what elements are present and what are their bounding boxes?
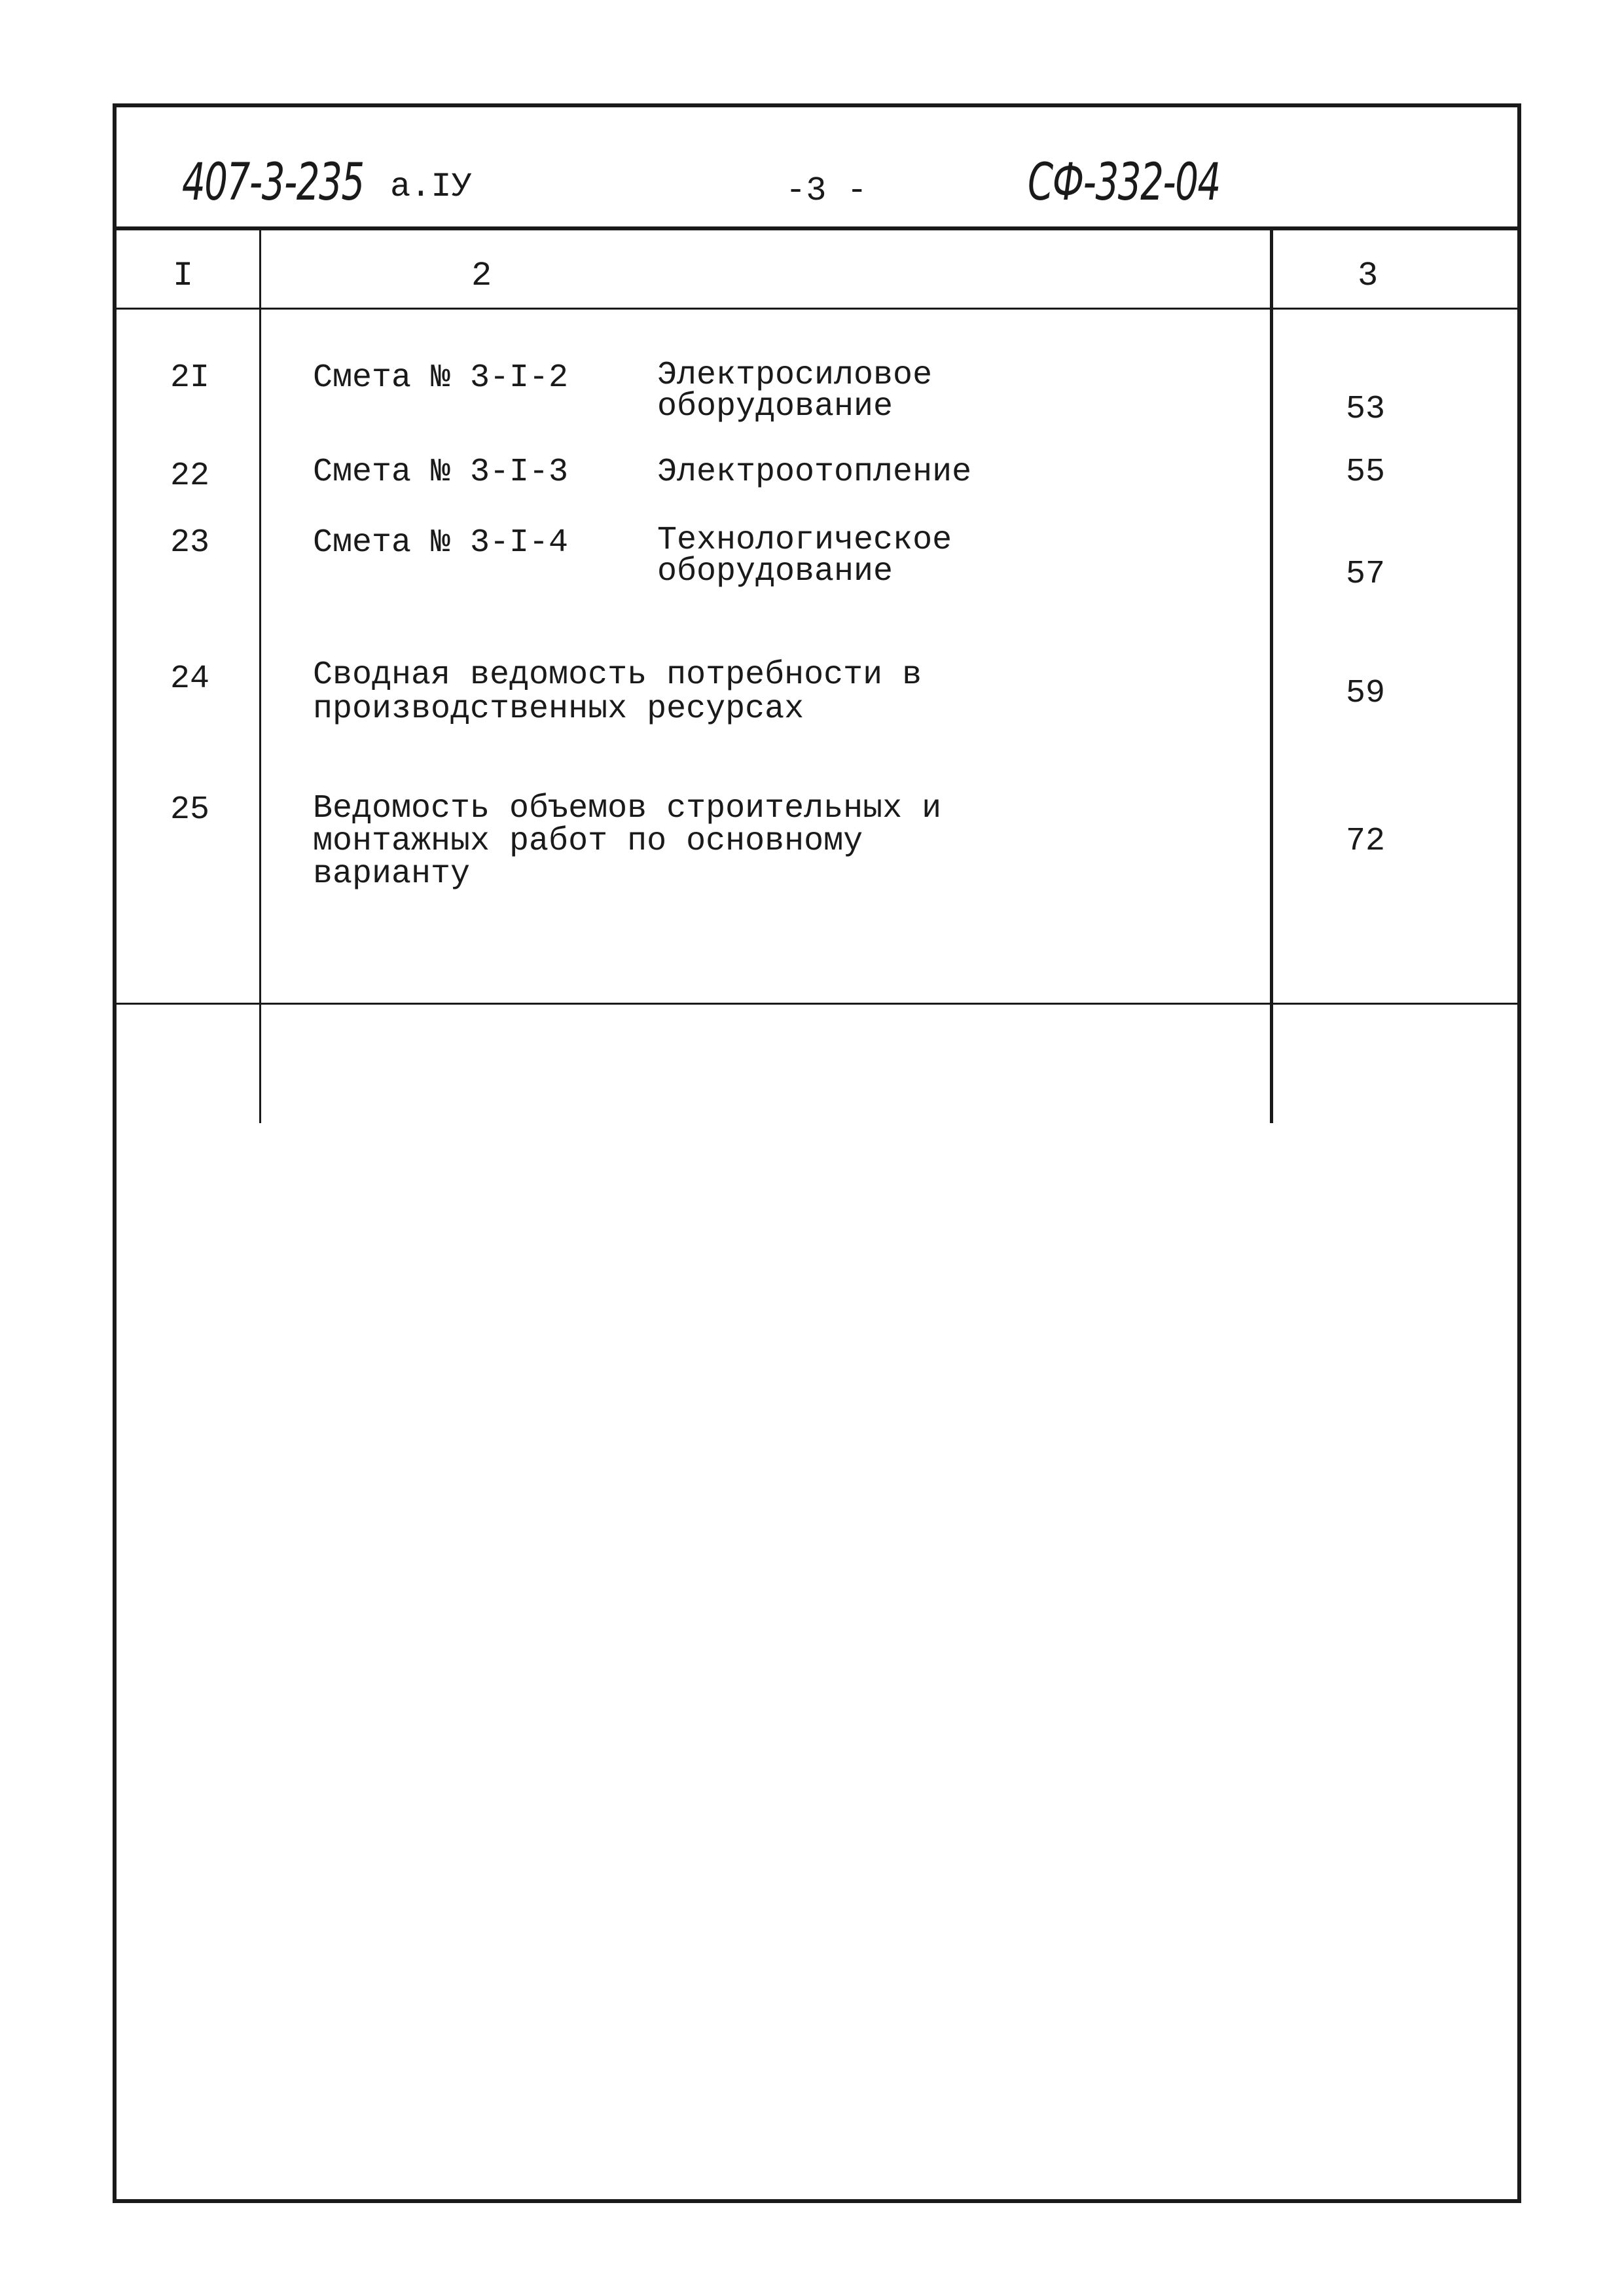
row-text-line: Сводная ведомость потребности в <box>313 656 922 694</box>
row-text-line: варианту <box>313 855 471 893</box>
column-divider-2 <box>1270 230 1273 1123</box>
document-code: 407-3-235 <box>182 153 364 212</box>
row-text-line: Электроотопление <box>657 454 972 491</box>
row-text-line: оборудование <box>657 553 893 590</box>
row-number: 23 <box>170 524 210 562</box>
title-block <box>117 107 1517 230</box>
column-divider-1 <box>259 230 261 1123</box>
table-bottom-rule <box>117 1003 1517 1005</box>
estimate-label: Смета № 3-I-2 <box>313 359 569 397</box>
row-text-line: производственных ресурсах <box>313 691 804 728</box>
column-header-3: 3 <box>1358 257 1379 295</box>
page-number: 57 <box>1346 556 1386 593</box>
page-number: 53 <box>1346 391 1386 428</box>
page-frame <box>113 103 1521 2203</box>
row-number: 24 <box>170 660 210 698</box>
row-number: 22 <box>170 457 210 495</box>
column-header-1: I <box>173 257 194 295</box>
row-text-line: Электросиловое <box>657 357 933 394</box>
row-text-line: Ведомость объемов строительных и <box>313 790 942 827</box>
estimate-label: Смета № 3-I-4 <box>313 524 569 562</box>
column-header-2: 2 <box>471 257 492 295</box>
page-number: 59 <box>1346 675 1386 712</box>
document-id: СФ-332-04 <box>1028 153 1220 212</box>
row-text-line: монтажных работ по основному <box>313 823 863 860</box>
page-number: 55 <box>1346 454 1386 491</box>
page-number: 72 <box>1346 823 1386 860</box>
row-number: 25 <box>170 791 210 829</box>
estimate-label: Смета № 3-I-3 <box>313 454 569 491</box>
row-text-line: оборудование <box>657 388 893 425</box>
sheet-number: -3 - <box>785 171 867 210</box>
column-header-rule <box>117 308 1517 310</box>
row-text-line: Технологическое <box>657 522 952 559</box>
row-number: 2I <box>170 359 210 397</box>
document-code-suffix: а.IУ <box>390 168 472 206</box>
